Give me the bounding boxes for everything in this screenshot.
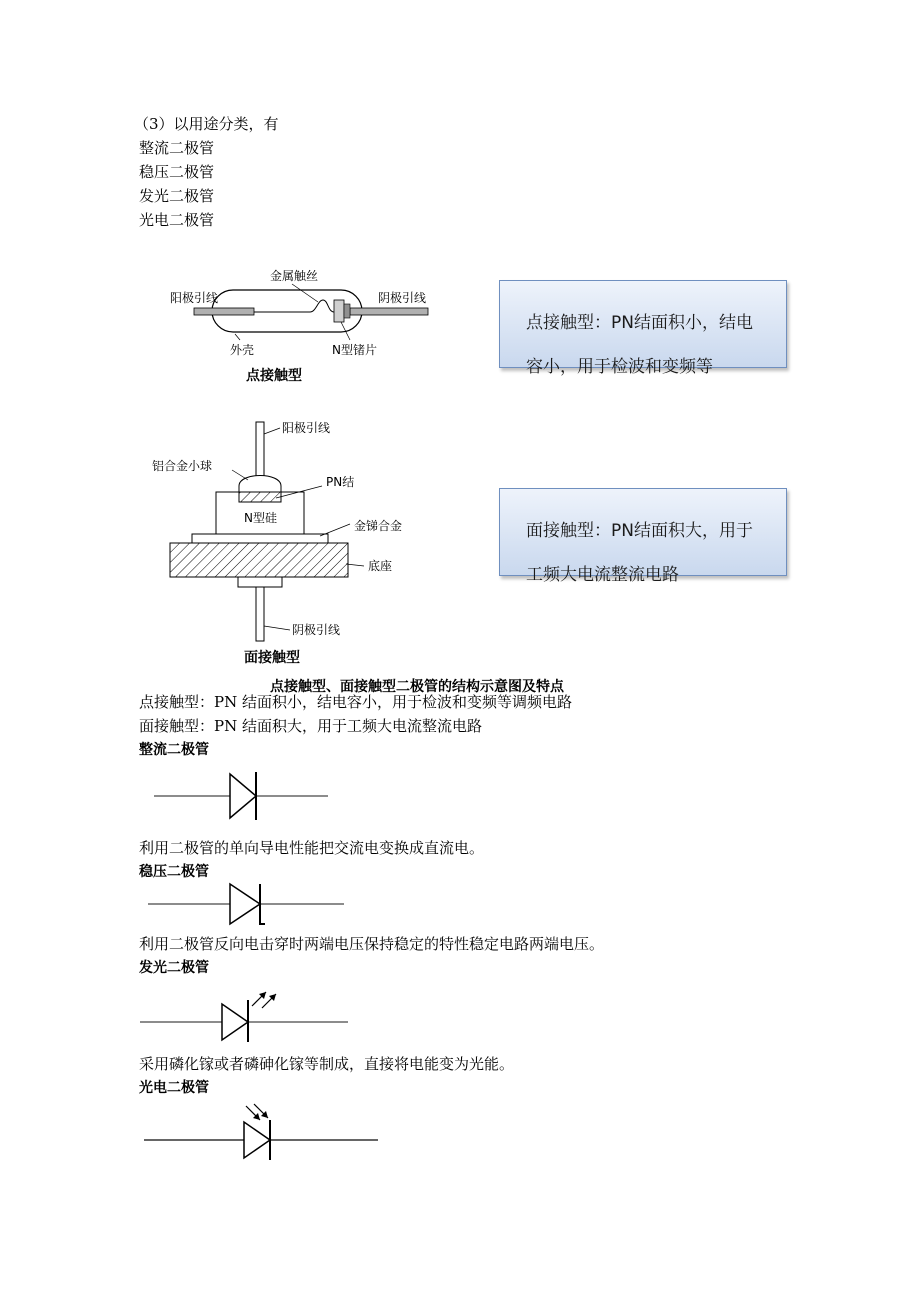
- point-contact-callout: [499, 280, 787, 377]
- label-metal-wire: 金属触丝: [270, 269, 319, 283]
- section-title-led: 发光二极管: [139, 960, 209, 976]
- label-base: 底座: [368, 559, 393, 573]
- led-symbol: [138, 984, 352, 1044]
- label-shell: 外壳: [230, 343, 255, 357]
- list-item: 光电二极管: [139, 211, 215, 229]
- point-contact-callout-text: 点接触型：PN结面积小，结电容小，用于检波和变频等: [526, 313, 753, 377]
- list-item: 整流二极管: [139, 139, 215, 157]
- section-title-zener: 稳压二极管: [139, 864, 209, 880]
- caption-surface-contact: 面接触型: [244, 650, 300, 666]
- surface-contact-diagram: [150, 414, 440, 666]
- pn-junction: [239, 492, 281, 502]
- anode-lead-wire: [194, 308, 254, 315]
- caption-point-contact: 点接触型: [246, 368, 302, 384]
- label-n-germanium: N型锗片: [332, 343, 377, 357]
- base-block: [170, 543, 348, 577]
- section-title-photodiode: 光电二极管: [139, 1080, 209, 1096]
- photodiode-symbol: [142, 1102, 382, 1162]
- figure-caption: 点接触型、面接触型二极管的结构示意图及特点: [270, 679, 564, 695]
- label-anode-lead: 阳极引线: [282, 421, 331, 435]
- surface-contact-callout-text: 面接触型：PN结面积大，用于工频大电流整流电路: [526, 521, 753, 585]
- note-point-contact: 点接触型：PN 结面积小，结电容小，用于检波和变频等调频电路: [139, 693, 572, 711]
- au-sb-alloy-layer: [192, 534, 328, 543]
- rectifier-diode-symbol: [150, 768, 335, 826]
- label-cathode-lead: 阴极引线: [378, 291, 427, 305]
- cathode-lead-wire: [350, 308, 428, 315]
- list-item: 发光二极管: [139, 187, 215, 205]
- cathode-lead-wire: [256, 587, 264, 641]
- germanium-chip: [334, 300, 344, 322]
- section-title-rectifier: 整流二极管: [139, 742, 209, 758]
- figure-caption-wrap: [270, 670, 690, 695]
- point-contact-diagram: [160, 262, 460, 384]
- label-anode-lead: 阳极引线: [170, 291, 219, 305]
- anode-lead-wire: [256, 422, 264, 476]
- metal-whisker: [254, 300, 334, 312]
- note-surface-contact: 面接触型：PN 结面积大，用于工频大电流整流电路: [139, 717, 482, 735]
- classification-heading: （3）以用途分类，有: [134, 115, 279, 133]
- surface-contact-callout: [499, 488, 787, 585]
- label-n-silicon: N型硅: [244, 511, 277, 525]
- label-al-ball: 铝合金小球: [152, 459, 213, 473]
- section-desc-zener: 利用二极管反向电击穿时两端电压保持稳定的特性稳定电路两端电压。: [139, 935, 605, 953]
- section-desc-rectifier: 利用二极管的单向导电性能把交流电变换成直流电。: [139, 839, 485, 857]
- label-cathode-lead: 阴极引线: [292, 623, 341, 637]
- label-pn-junction: PN结: [326, 475, 355, 489]
- label-au-sb-alloy: 金锑合金: [354, 519, 403, 533]
- list-item: 稳压二极管: [139, 163, 215, 181]
- section-desc-led: 采用磷化镓或者磷砷化镓等制成，直接将电能变为光能。: [139, 1055, 515, 1073]
- zener-diode-symbol: [144, 882, 349, 928]
